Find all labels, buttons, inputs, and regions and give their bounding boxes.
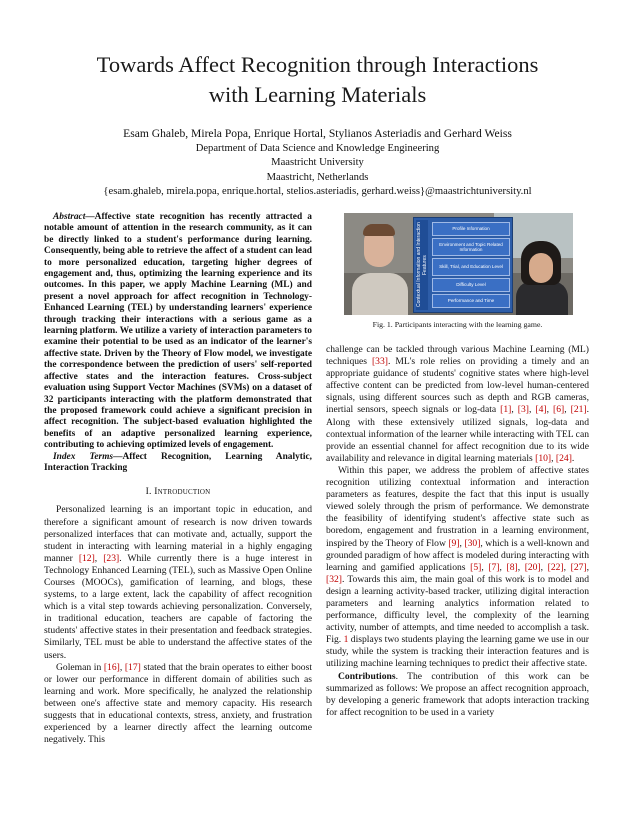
- citation-link[interactable]: [27]: [570, 561, 587, 573]
- right-paragraph-3: Contributions. The contribution of this work can be summarized as follows: We propose an affect recognition approach, by developing a generic framework that adopts interaction tracking for affect recognition to be used in a variety: [326, 670, 589, 718]
- citation-link[interactable]: [5]: [470, 561, 482, 573]
- citation-link[interactable]: [9]: [448, 537, 460, 549]
- figure-link[interactable]: 1: [343, 634, 349, 646]
- citation-link[interactable]: [1]: [500, 404, 512, 416]
- figure-1-photo: [344, 213, 573, 315]
- index-terms-text: —Affect Recognition, Learning Analytic, Interaction Tracking: [44, 451, 312, 473]
- paper-title: [0, 50, 635, 110]
- citation-link[interactable]: [23]: [103, 552, 120, 564]
- figure-1-caption: Fig. 1. Participants interacting with the learning game.: [372, 320, 543, 329]
- section-heading-introduction: [44, 486, 312, 498]
- diagram-box-profile: Profile Information: [432, 222, 510, 236]
- title-line-2: with Learning Materials: [208, 82, 427, 107]
- diagram-box-environment: Environment and Topic Related Information: [432, 238, 510, 256]
- citation-link[interactable]: [4]: [535, 404, 547, 416]
- citation-link[interactable]: [6]: [553, 404, 565, 416]
- title-line-1: Towards Affect Recognition through Interactions: [96, 52, 539, 77]
- index-terms: [44, 452, 312, 475]
- right-column: [326, 344, 589, 719]
- abstract-text: —Affective state recognition has recently attracted a notable amount of attention in the research community, as it can be directly linked to a student's performance during learning. Consequently, being able to retrieve the affect of a student can lead to more personalized education, targeting higher degrees of engagement and, thus, optimizing the learning experience and its outcomes. In this paper, we apply Machine Learning (ML) and present a novel approach for affect recognition in Technology-Enhanced Learning (TEL) by understanding learners' experience through tracking their interactions with a serious game as a learning platform. We utilize a variety of interaction parameters to examine their potential to be used as an indicator of the learner's affective state. Driven by the Theory of Flow model, we investigate the correspondence between the prediction of users' self-reported affective states and the interaction features. Cross-subject evaluation using Support Vector Machines (SVMs) on a dataset of 32 participants interacting with the platform demonstrated that the proposed framework could achieve a significant precision in affect recognition. The subject-based evaluation highlighted the benefits of an adaptive personalized learning experience, contributing to achieving optimized levels of engagement.: [44, 212, 312, 451]
- emails: {esam.ghaleb, mirela.popa, enrique.hortal, stelios.asteriadis, gerhard.weiss}@maastrichtuniversity.nl: [103, 185, 532, 197]
- citation-link[interactable]: [33]: [371, 356, 388, 368]
- location: Maastricht, Netherlands: [266, 171, 369, 183]
- department: Department of Data Science and Knowledge Engineering: [195, 143, 440, 155]
- participant-left-hair: [363, 224, 395, 236]
- abstract: [44, 212, 312, 452]
- participant-right-face: [529, 253, 553, 283]
- citation-link[interactable]: [24]: [555, 452, 572, 464]
- participant-right: [516, 281, 568, 315]
- left-column: [44, 212, 312, 746]
- intro-paragraph-2: Goleman in [16], [17] stated that the brain operates to either boost or lower our performance in different domain of abilities such as learning and work. More specifically, he analyzed the relationship between one's affective state and memory capacity. His research suggests that in educational contexts, stress, anxiety, and frustration experienced by a learner directly affect the learning outcome negatively. This: [44, 661, 312, 746]
- university: Maastricht University: [271, 157, 364, 169]
- citation-link[interactable]: [7]: [488, 561, 500, 573]
- participant-left: [352, 273, 408, 315]
- section-numeral: I.: [145, 486, 152, 498]
- right-paragraph-2: Within this paper, we address the problem of affective states recognition utilizing contextual information and interaction parameters as features, despite the fact that this input is usually viewed solely through the prism of performance. We demonstrate the feasibility of identifying student's affective state such as boredom, engagement and frustration in a learning environment, inspired by the Theory of Flow [9], [30], which is a well-known and grounded paradigm of how affect is modeled during interacting with learning and gamified applications [5], [7], [8], [20], [22], [27], [32]. Towards this aim, the main goal of this work is to model and design a learning activity-based tracker, utilizing digital interaction parameters and learning analytics information related to performance, difficulty level, the complexity of the learning activity, number of attempts, and time needed to accomplish a task. Fig. 1 displays two students playing the learning game we use in our study, while the system is tracking their interaction features and is utilizing machine learning techniques to predict their affective state.: [326, 464, 590, 670]
- index-terms-label: Index Terms: [53, 451, 114, 462]
- right-paragraph-1: challenge can be tackled through various Machine Learning (ML) techniques [33]. ML's role relies on providing a timely and an appropriate guidance of students' cognitive states where high-level affective content can be predicted from low-level human-centered signals, using different sources such as depth and RGB cameras, inertial sensors, speech signals or log-data [1], [3], [4], [6], [21]. Along with these extensively utilized signals, log-data and contextual information of the learner while interacting with TEL can provide an essential channel for affect recognition due to its wide availability and relevance in digital learning materials [10], [24].: [326, 344, 590, 464]
- citation-link[interactable]: [30]: [464, 537, 481, 549]
- citation-link[interactable]: [21]: [570, 404, 587, 416]
- section-title: Introduction: [154, 486, 211, 498]
- diagram-box-performance: Performance and Time: [432, 294, 510, 308]
- citation-link[interactable]: [8]: [506, 561, 518, 573]
- citation-link[interactable]: [32]: [326, 573, 342, 585]
- abstract-label: Abstract: [53, 212, 86, 222]
- diagram-vertical-label: Contextual Information and Interaction Features: [416, 220, 428, 310]
- citation-link[interactable]: [16]: [103, 661, 120, 673]
- author-block: [0, 127, 635, 199]
- citation-link[interactable]: [10]: [535, 452, 552, 464]
- citation-link[interactable]: [22]: [547, 561, 564, 573]
- intro-paragraph-1: Personalized learning is an important topic in education, and therefore a significant amount of research is now driven towards personalized interfaces that can motivate and, actually, support the student in interacting with learning material in a highly engaging manner [12], [23]. While currently there is a huge interest in Technology Enhanced Learning (TEL), such as Massive Open Online Courses (MOOCs), gamification of learning, and blogs, these systems, to a large extent, lack the capability of affect recognition which is a vital step towards achieving personalization. Conversely, in traditional education, teachers are capable of factoring the students' affective states in their presentation and feedback strategies. Similarly, TEL must be able to understand the affective states of the users.: [44, 504, 312, 661]
- citation-link[interactable]: [17]: [124, 661, 141, 673]
- citation-link[interactable]: [3]: [517, 404, 529, 416]
- feature-diagram: [413, 217, 513, 313]
- citation-link[interactable]: [20]: [524, 561, 541, 573]
- diagram-box-difficulty: Difficulty Level: [432, 278, 510, 292]
- contributions-label: Contributions: [338, 670, 396, 682]
- citation-link[interactable]: [12]: [78, 552, 95, 564]
- author-names: Esam Ghaleb, Mirela Popa, Enrique Hortal, Stylianos Asteriadis and Gerhard Weiss: [123, 127, 512, 140]
- diagram-box-skill: Skill, Trial, and Education Level: [432, 258, 510, 276]
